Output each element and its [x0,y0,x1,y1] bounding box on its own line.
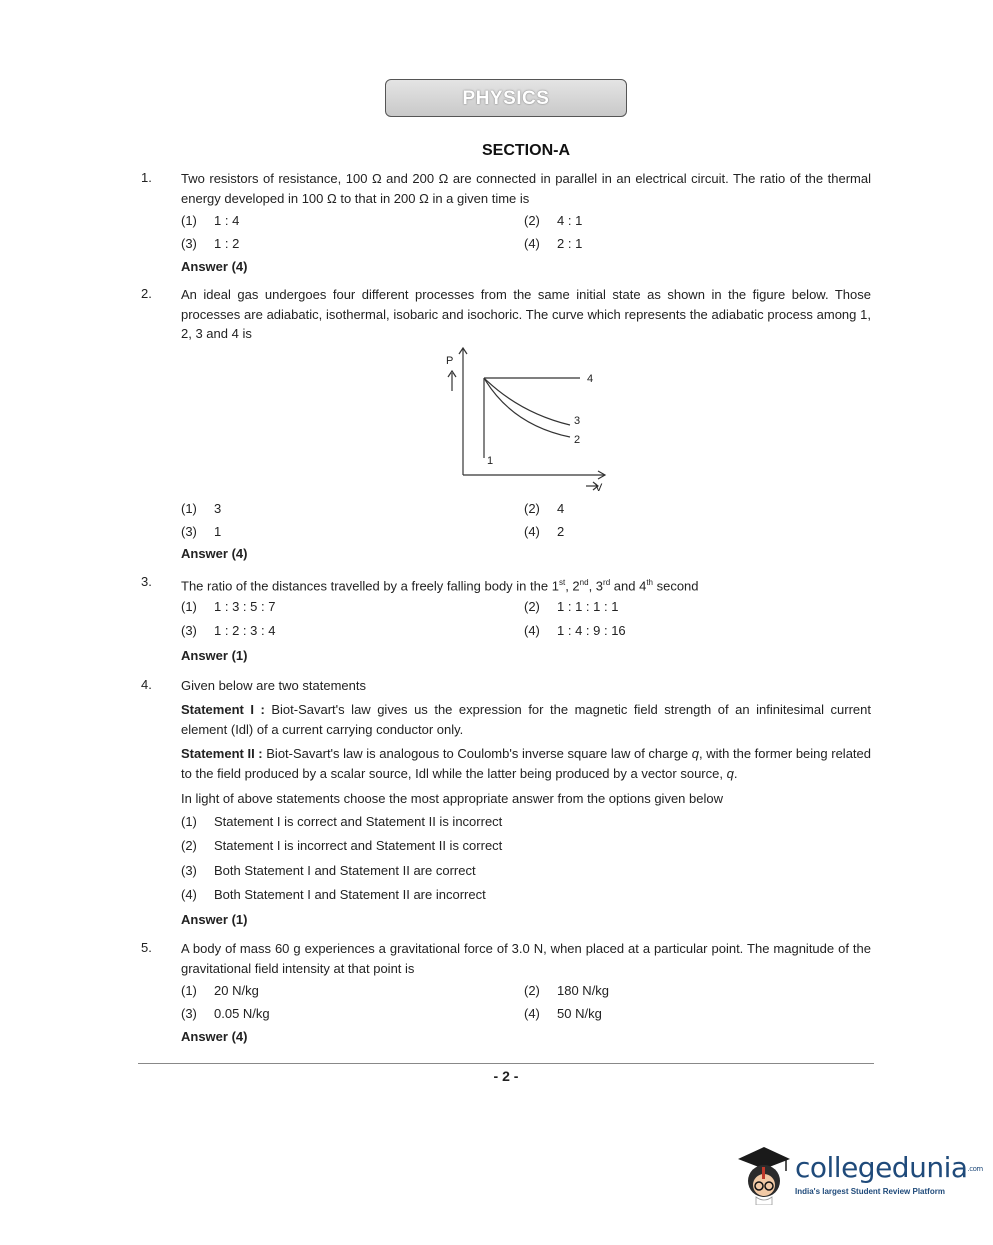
collegedunia-mascot-logo [734,1139,794,1205]
option: (1) 20 N/kg [181,983,259,998]
option: (3) 1 : 2 : 3 : 4 [181,623,276,638]
option: (4) Both Statement I and Statement II are incorrect [181,887,486,902]
pv-diagram [440,345,620,495]
brand-tagline: India's largest Student Review Platform [795,1187,945,1196]
curve-3-isothermal [484,378,570,425]
question-number: 4. [141,677,152,692]
option: (3) 1 [181,524,222,539]
option: (1) 3 [181,501,222,516]
answer-label: Answer (1) [181,648,248,663]
y-axis-label: P [446,355,454,367]
question-number: 3. [141,574,152,589]
option: (3) 1 : 2 [181,236,240,251]
question-text: An ideal gas undergoes four different processes from the same initial state as shown in the figure below. Those processes are adiabatic, isothermal, isobaric and isochoric. The curve which represents the adiabatic process among 1, 2, 3 and 4 is [181,287,871,341]
option: (1) Statement I is correct and Statement II is incorrect [181,814,503,829]
answer-label: Answer (1) [181,912,248,927]
option: (3) Both Statement I and Statement II are correct [181,863,476,878]
subject-header-box [385,79,627,117]
option: (2) 1 : 1 : 1 : 1 [524,599,619,614]
question-number: 5. [141,940,152,955]
question-text: Given below are two statements [181,678,366,693]
curve-label: 4 [587,373,594,385]
statement-one: Statement I : Biot-Savart's law gives us the expression for the magnetic field strength of an infinitesimal current element (Idl) of a current carrying conductor only. [181,702,871,737]
question-text: The ratio of the distances travelled by a freely falling body in the 1st, 2nd, 3rd and 4th second [181,578,699,594]
statement-two: Statement II : Biot-Savart's law is analogous to Coulomb's inverse square law of charge q, with the former being related to the field produced by a scalar source, Idl while the latter being produced by a vector source, q. [181,746,872,781]
question-text: A body of mass 60 g experiences a gravitational force of 3.0 N, when placed at a particular point. The magnitude of the gravitational field intensity at that point is [181,941,871,976]
curve-label: 2 [574,434,581,446]
option: (2) 4 : 1 [524,213,583,228]
option: (2) 180 N/kg [524,983,610,998]
footer-divider [138,1063,874,1064]
brand-name: collegedunia.com [795,1151,983,1184]
curve-label: 3 [574,415,581,427]
instruction-text: In light of above statements choose the most appropriate answer from the options given below [181,791,723,806]
answer-label: Answer (4) [181,546,248,561]
option: (4) 50 N/kg [524,1006,602,1021]
option: (3) 0.05 N/kg [181,1006,270,1021]
option: (4) 1 : 4 : 9 : 16 [524,623,626,638]
page-number: - 2 - [493,1068,519,1084]
question-number: 2. [141,286,152,301]
curve-2-adiabatic [484,378,570,437]
option: (2) 4 [524,501,565,516]
question-number: 1. [141,170,152,185]
answer-label: Answer (4) [181,1029,248,1044]
option: (1) 1 : 4 [181,213,240,228]
option: (2) Statement I is incorrect and Statement II is correct [181,838,503,853]
question-text: Two resistors of resistance, 100 Ω and 200 Ω are connected in parallel in an electrical circuit. The ratio of the thermal energy developed in 100 Ω to that in 200 Ω in a given time is [181,171,871,206]
option: (1) 1 : 3 : 5 : 7 [181,599,276,614]
subject-title: PHYSICS [462,88,550,109]
x-axis-label: V [595,482,603,494]
option: (4) 2 [524,524,565,539]
option: (4) 2 : 1 [524,236,583,251]
answer-label: Answer (4) [181,259,248,274]
section-title: SECTION-A [482,142,570,159]
curve-label: 1 [487,455,494,467]
